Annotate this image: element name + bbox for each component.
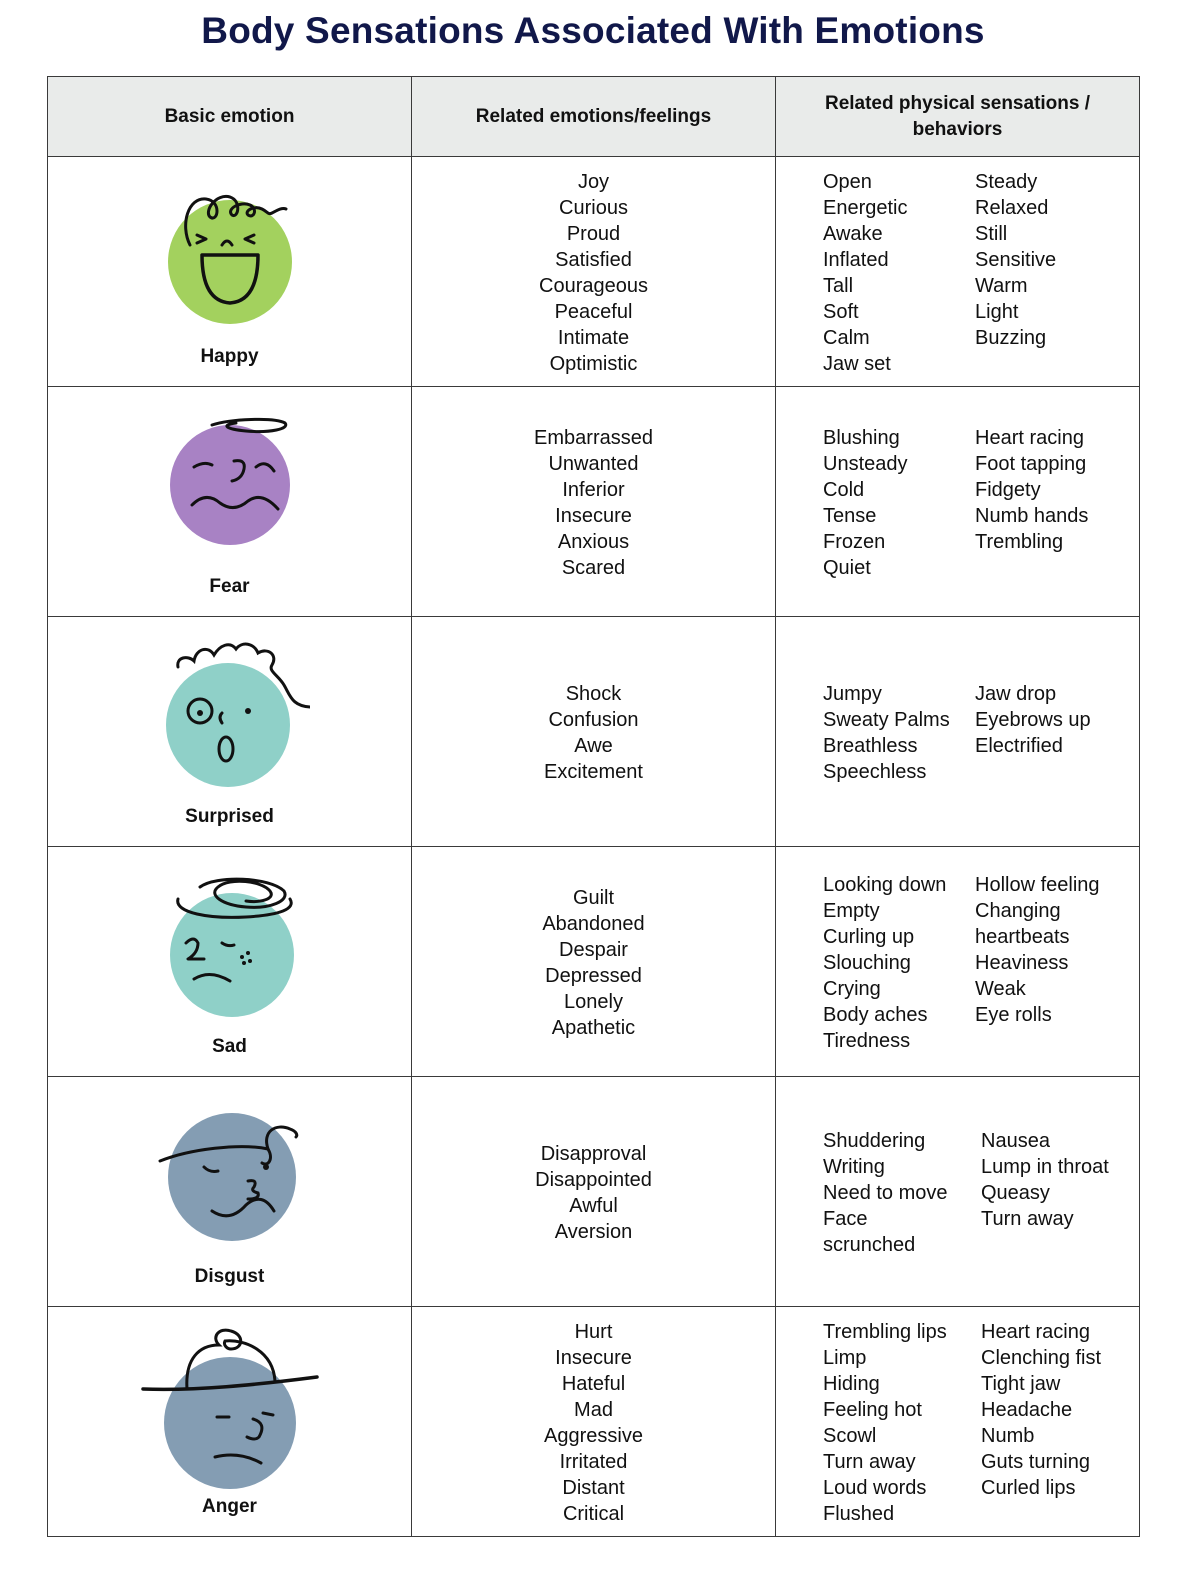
list-item: Cold bbox=[823, 479, 865, 501]
list-item: Depressed bbox=[545, 965, 642, 987]
list-item: Loud words bbox=[823, 1477, 927, 1499]
list-item: Tight jaw bbox=[981, 1373, 1061, 1395]
related-emotions-cell bbox=[412, 847, 776, 1077]
list-item: Tense bbox=[823, 505, 877, 527]
emotion-name: Sad bbox=[212, 1036, 247, 1057]
list-item: Need to move bbox=[823, 1182, 948, 1204]
list-item: Crying bbox=[823, 978, 881, 1000]
list-item: Curious bbox=[559, 197, 628, 219]
list-item: Hurt bbox=[574, 1321, 613, 1343]
list-item: Scared bbox=[561, 557, 626, 579]
list-item: Abandoned bbox=[542, 913, 645, 935]
emotion-table bbox=[47, 76, 1140, 1537]
list-item: Shuddering bbox=[823, 1130, 926, 1152]
related-emotions-list bbox=[412, 885, 775, 1041]
list-item: Looking down bbox=[823, 874, 947, 896]
basic-emotion-cell bbox=[48, 1307, 412, 1537]
emotion-name: Disgust bbox=[194, 1266, 265, 1287]
list-item: Heart racing bbox=[981, 1321, 1090, 1343]
physical-sensations-cell bbox=[776, 157, 1140, 387]
list-item: Frozen bbox=[823, 531, 886, 553]
list-item: Calm bbox=[823, 327, 870, 349]
list-item: Trembling lips bbox=[823, 1321, 947, 1343]
list-item: Tall bbox=[823, 275, 854, 297]
related-emotions-list bbox=[412, 169, 775, 377]
list-item: Quiet bbox=[823, 557, 871, 579]
fear-face-icon bbox=[150, 405, 310, 565]
list-item: Queasy bbox=[981, 1182, 1050, 1204]
list-item: Awful bbox=[569, 1195, 618, 1217]
list-item: Weak bbox=[975, 978, 1026, 1000]
physical-sensations-cell bbox=[776, 617, 1140, 847]
list-item: Eye rolls bbox=[975, 1004, 1052, 1026]
physical-sensations-right bbox=[981, 1319, 1139, 1527]
face-circle bbox=[166, 663, 290, 787]
physical-sensations-right bbox=[975, 169, 1139, 377]
table-row bbox=[48, 617, 1140, 847]
list-item: Tiredness bbox=[823, 1030, 911, 1052]
related-emotions-cell bbox=[412, 157, 776, 387]
list-item: Face bbox=[823, 1208, 868, 1230]
list-item: Unsteady bbox=[823, 453, 908, 475]
physical-sensations-right bbox=[981, 1128, 1139, 1258]
list-item: Empty bbox=[823, 900, 880, 922]
list-item: Joy bbox=[577, 171, 610, 193]
list-item: Curled lips bbox=[981, 1477, 1076, 1499]
list-item: Numb bbox=[981, 1425, 1035, 1447]
list-item: Anxious bbox=[557, 531, 630, 553]
list-item: Relaxed bbox=[975, 197, 1049, 219]
related-emotions-list bbox=[412, 1319, 775, 1527]
surprised-face-icon bbox=[150, 635, 310, 795]
list-item: Disapproval bbox=[540, 1143, 647, 1165]
list-item: Awe bbox=[574, 735, 613, 757]
physical-sensations-cell bbox=[776, 847, 1140, 1077]
physical-sensations-right bbox=[975, 425, 1139, 581]
list-item: Heaviness bbox=[975, 952, 1069, 974]
list-item: Unwanted bbox=[548, 453, 639, 475]
list-item: Courageous bbox=[539, 275, 648, 297]
physical-sensations-right bbox=[975, 681, 1139, 785]
basic-emotion-cell bbox=[48, 1077, 412, 1307]
related-emotions-list bbox=[412, 681, 775, 785]
list-item: Lonely bbox=[564, 991, 623, 1013]
list-item: Mad bbox=[574, 1399, 613, 1421]
header-physical-line2: behaviors bbox=[912, 118, 1003, 140]
list-item: Turn away bbox=[823, 1451, 916, 1473]
basic-emotion-cell bbox=[48, 157, 412, 387]
list-item: Scowl bbox=[823, 1425, 877, 1447]
list-item: Insecure bbox=[555, 1347, 632, 1369]
list-item: Body aches bbox=[823, 1004, 928, 1026]
list-item: Confusion bbox=[548, 709, 639, 731]
list-item: Jumpy bbox=[823, 683, 882, 705]
list-item: Peaceful bbox=[554, 301, 633, 323]
physical-sensations-cell bbox=[776, 387, 1140, 617]
list-item: Hollow feeling bbox=[975, 874, 1100, 896]
emotion-name: Anger bbox=[202, 1496, 257, 1517]
table-row bbox=[48, 1077, 1140, 1307]
related-emotions-cell bbox=[412, 1307, 776, 1537]
page-title: Body Sensations Associated With Emotions bbox=[201, 10, 985, 51]
header-related-emotions: Related emotions/feelings bbox=[412, 77, 776, 157]
list-item: Numb hands bbox=[975, 505, 1089, 527]
list-item: Embarrassed bbox=[534, 427, 653, 449]
list-item: Sensitive bbox=[975, 249, 1057, 271]
list-item: Steady bbox=[975, 171, 1038, 193]
basic-emotion-cell bbox=[48, 617, 412, 847]
physical-sensations-left bbox=[823, 425, 975, 581]
list-item: Curling up bbox=[823, 926, 915, 948]
list-item: Insecure bbox=[555, 505, 632, 527]
physical-sensations-cell bbox=[776, 1077, 1140, 1307]
list-item: Changing bbox=[975, 900, 1061, 922]
list-item: Jaw drop bbox=[975, 683, 1057, 705]
list-item: Irritated bbox=[559, 1451, 628, 1473]
list-item: Aggressive bbox=[544, 1425, 643, 1447]
physical-sensations-left bbox=[823, 1319, 981, 1527]
list-item: Eyebrows up bbox=[975, 709, 1091, 731]
list-item: Inflated bbox=[823, 249, 889, 271]
list-item: Buzzing bbox=[975, 327, 1047, 349]
list-item: Proud bbox=[566, 223, 621, 245]
list-item: Apathetic bbox=[551, 1017, 636, 1039]
disgust-face-icon bbox=[150, 1095, 310, 1255]
list-item: Guts turning bbox=[981, 1451, 1090, 1473]
header-basic-emotion: Basic emotion bbox=[48, 77, 412, 157]
list-item: Soft bbox=[823, 301, 859, 323]
happy-face-icon bbox=[150, 175, 310, 335]
physical-sensations-left bbox=[823, 1128, 981, 1258]
related-emotions-cell bbox=[412, 1077, 776, 1307]
list-item: Sweaty Palms bbox=[823, 709, 950, 731]
physical-sensations-left bbox=[823, 872, 975, 1054]
face-circle bbox=[170, 425, 290, 545]
physical-sensations-cell bbox=[776, 1307, 1140, 1537]
physical-sensations-left bbox=[823, 169, 975, 377]
list-item: heartbeats bbox=[975, 926, 1070, 948]
related-emotions-cell bbox=[412, 617, 776, 847]
list-item: Aversion bbox=[554, 1221, 633, 1243]
related-emotions-list bbox=[412, 1141, 775, 1245]
list-item: Intimate bbox=[557, 327, 630, 349]
list-item: Disappointed bbox=[535, 1169, 652, 1191]
list-item: Trembling bbox=[975, 531, 1064, 553]
list-item: Hateful bbox=[561, 1373, 626, 1395]
header-physical-sensations bbox=[776, 77, 1140, 157]
list-item: Feeling hot bbox=[823, 1399, 922, 1421]
list-item: Distant bbox=[562, 1477, 625, 1499]
list-item: Nausea bbox=[981, 1130, 1050, 1152]
list-item: Clenching fist bbox=[981, 1347, 1102, 1369]
list-item: Energetic bbox=[823, 197, 908, 219]
basic-emotion-cell bbox=[48, 847, 412, 1077]
list-item: Warm bbox=[975, 275, 1028, 297]
list-item: Light bbox=[975, 301, 1019, 323]
face-circle bbox=[168, 1113, 296, 1241]
list-item: Foot tapping bbox=[975, 453, 1087, 475]
list-item: Electrified bbox=[975, 735, 1063, 757]
related-emotions-cell bbox=[412, 387, 776, 617]
table-row bbox=[48, 847, 1140, 1077]
list-item: Inferior bbox=[562, 479, 625, 501]
list-item: Awake bbox=[823, 223, 883, 245]
list-item: Jaw set bbox=[823, 353, 891, 375]
list-item: Lump in throat bbox=[981, 1156, 1109, 1178]
physical-sensations-left bbox=[823, 681, 975, 785]
table-row bbox=[48, 1307, 1140, 1537]
list-item: Optimistic bbox=[549, 353, 638, 375]
table-row bbox=[48, 387, 1140, 617]
list-item: Writing bbox=[823, 1156, 885, 1178]
emotion-name: Surprised bbox=[185, 806, 274, 827]
face-circle bbox=[164, 1357, 296, 1489]
list-item: Heart racing bbox=[975, 427, 1084, 449]
emotion-name: Happy bbox=[200, 346, 259, 367]
list-item: Still bbox=[975, 223, 1008, 245]
list-item: Slouching bbox=[823, 952, 911, 974]
related-emotions-list bbox=[412, 425, 775, 581]
emotion-name: Fear bbox=[209, 576, 250, 597]
list-item: Blushing bbox=[823, 427, 900, 449]
list-item: Open bbox=[823, 171, 872, 193]
list-item: scrunched bbox=[823, 1234, 916, 1256]
table-row bbox=[48, 157, 1140, 387]
list-item: Despair bbox=[559, 939, 628, 961]
list-item: Guilt bbox=[572, 887, 615, 909]
sad-face-icon bbox=[150, 865, 310, 1025]
list-item: Critical bbox=[562, 1503, 625, 1525]
list-item: Flushed bbox=[823, 1503, 895, 1525]
list-item: Breathless bbox=[823, 735, 918, 757]
list-item: Excitement bbox=[544, 761, 643, 783]
list-item: Headache bbox=[981, 1399, 1073, 1421]
list-item: Limp bbox=[823, 1347, 867, 1369]
list-item: Speechless bbox=[823, 761, 927, 783]
table-header-row bbox=[48, 77, 1140, 157]
anger-face-icon bbox=[135, 1319, 325, 1489]
list-item: Hiding bbox=[823, 1373, 880, 1395]
physical-sensations-right bbox=[975, 872, 1139, 1054]
list-item: Fidgety bbox=[975, 479, 1041, 501]
list-item: Satisfied bbox=[555, 249, 632, 271]
basic-emotion-cell bbox=[48, 387, 412, 617]
header-physical-line1: Related physical sensations / bbox=[824, 92, 1091, 114]
list-item: Turn away bbox=[981, 1208, 1074, 1230]
list-item: Shock bbox=[565, 683, 622, 705]
